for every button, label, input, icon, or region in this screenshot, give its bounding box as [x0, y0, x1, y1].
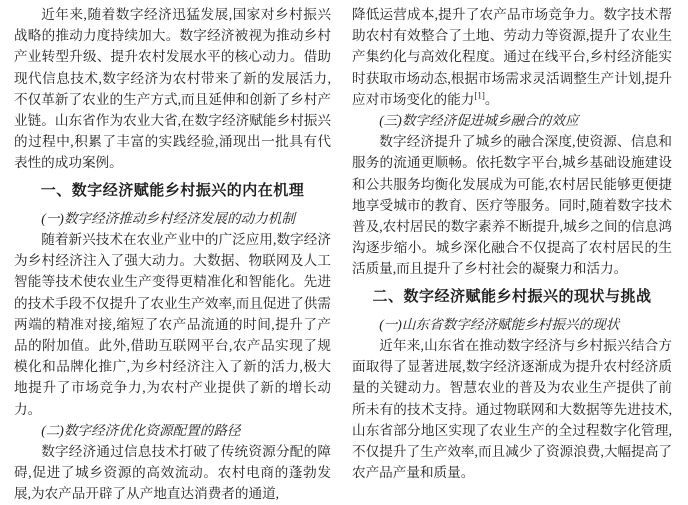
- subsection-heading-2-1: (一)山东省数字经济赋能乡村振兴的现状: [379, 316, 620, 332]
- paragraph-resource-allocation: 数字经济通过信息技术打破了传统资源分配的障碍,促进了城乡资源的高效流动。农村电商的蓬勃发展,为农产品开辟了从产地直达消费者的通道,: [14, 444, 331, 502]
- subsection-heading-1-3: (三)数字经济促进城乡融合的效应: [379, 113, 579, 129]
- continuation-text: 降低运营成本,提升了农产品市场竞争力。数字技术帮助农村有效整合了土地、劳动力等资源,提升了农业生产集约化与高效化程度。通过在线平台,乡村经济能实时获取市场动态,根据市场需求灵活调整生产计划,提升应对市场变化的能力: [352, 7, 672, 107]
- paragraph-continuation: [352, 4, 672, 110]
- paragraph-mechanism: 随着新兴技术在农业产业中的广泛应用,数字经济为乡村经济注入了强大动力。大数据、物联网及人工智能等技术使农业生产变得更精准化和智能化。先进的技术手段不仅提升了农业生产效率,而且促进了供需两端的精准对接,缩短了农产品流通的时间,提升了产品的附加值。此外,借助互联网平台,农产品实现了规模化和品牌化推广,为乡村经济注入了新的活力,极大地提升了市场竞争力,为农村产业提供了新的增长动力。: [14, 232, 331, 417]
- left-column: [14, 4, 331, 501]
- section-heading-1: 一、数字经济赋能乡村振兴的内在机理: [40, 181, 305, 199]
- subsection-heading-1-1: (一)数字经济推动乡村经济发展的动力机制: [41, 210, 295, 226]
- paragraph-urban-rural-integration: 数字经济提升了城乡的融合深度,使资源、信息和服务的流通更顺畅。依托数字平台,城乡基础设施建设和公共服务均衡化发展成为可能,农村居民能够更便捷地享受城市的教育、医疗等服务。同时,随着数字技术普及,农村居民的数字素养不断提升,城乡之间的信息鸿沟逐步缩小。城乡深化融合不仅提高了农村居民的生活质量,而且提升了乡村社会的凝聚力和活力。: [352, 134, 672, 277]
- section-heading-2: 二、数字经济赋能乡村振兴的现状与挑战: [372, 287, 652, 305]
- sentence-end: 。: [484, 91, 499, 107]
- footnote-reference: [1]: [474, 90, 485, 101]
- subsection-heading-1-2: (二)数字经济优化资源配置的路径: [41, 422, 241, 438]
- right-column: [352, 4, 672, 501]
- intro-paragraph: 近年来,随着数字经济迅猛发展,国家对乡村振兴战略的推动力度持续加大。数字经济被视为推动乡村产业转型升级、提升农村发展水平的核心动力。借助现代信息技术,数字经济为农村带来了新的发展活力,不仅革新了农业的生产方式,而且延伸和创新了乡村产业链。山东省作为农业大省,在数字经济赋能乡村振兴的过程中,积累了丰富的实践经验,涌现出一批具有代表性的成功案例。: [14, 7, 331, 171]
- paragraph-shandong-status: 近年来,山东省在推动数字经济与乡村振兴结合方面取得了显著进展,数字经济逐渐成为提升农村经济质量的关键动力。智慧农业的普及为农业生产提供了前所未有的技术支持。通过物联网和大数据等先进技术,山东省部分地区实现了农业生产的全过程数字化管理,不仅提升了生产效率,而且减少了资源浪费,大幅提高了农产品产量和质量。: [352, 338, 672, 481]
